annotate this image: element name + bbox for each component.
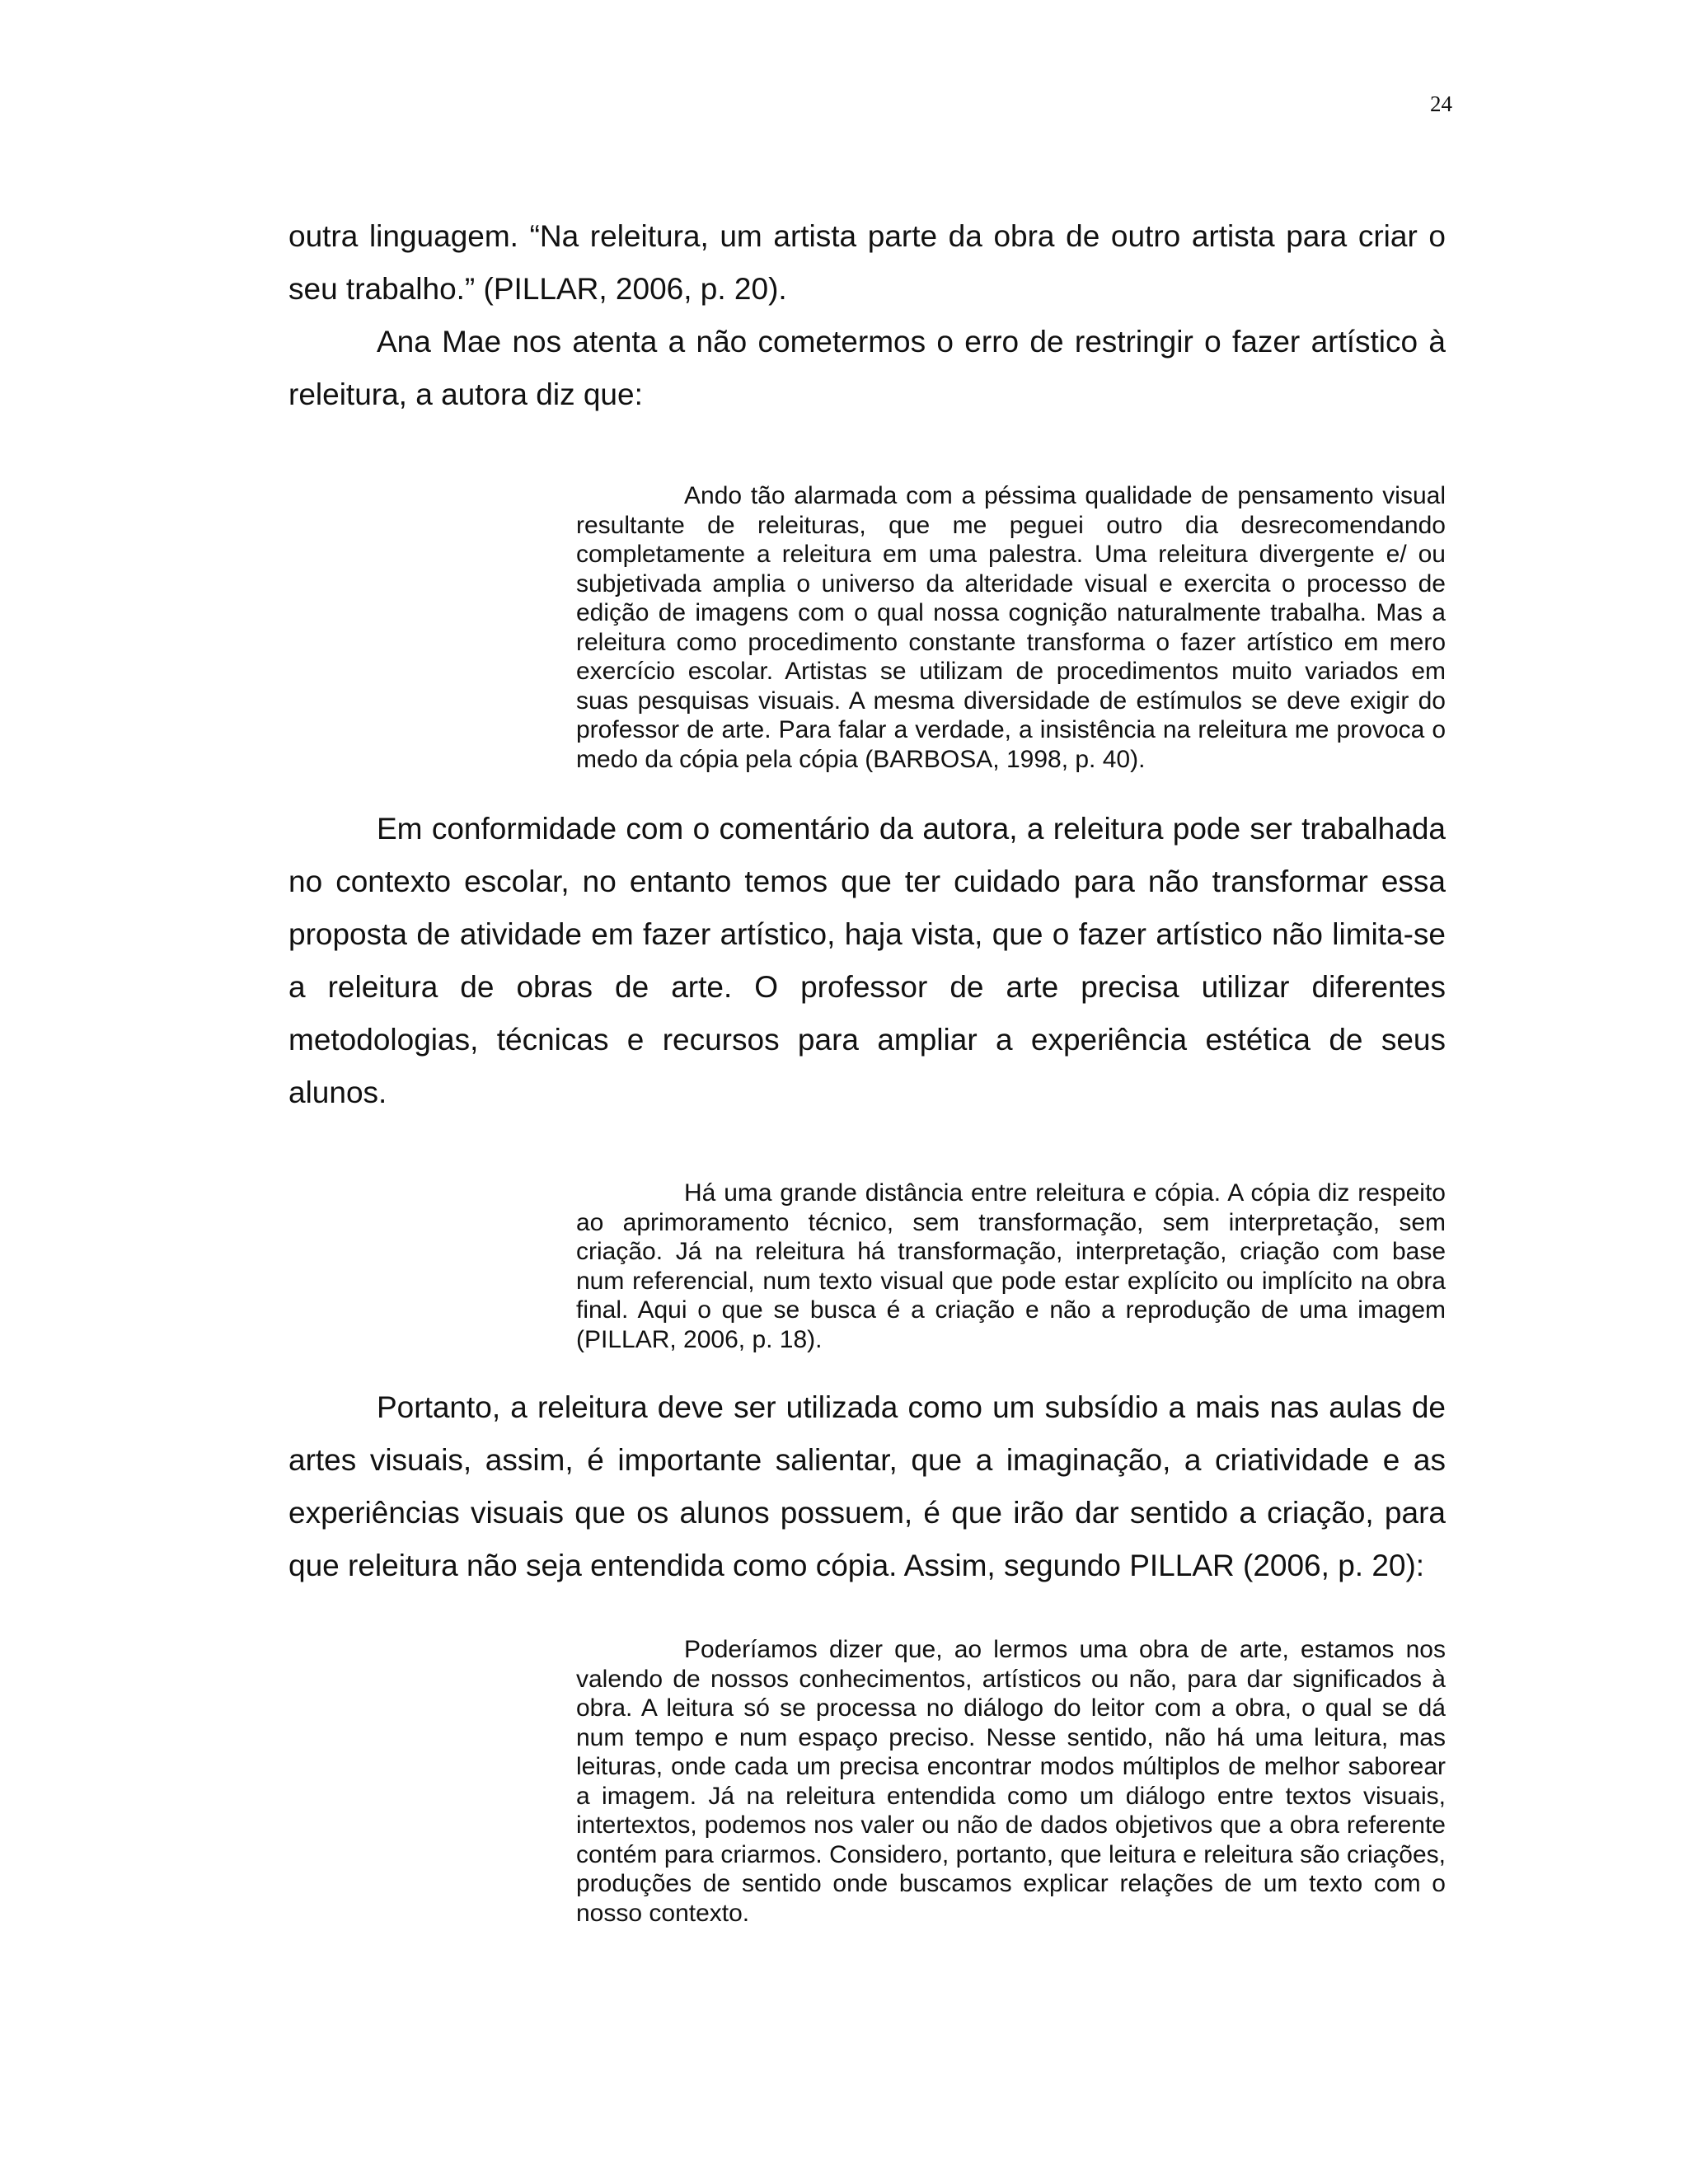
block-quote-pillar-2: Poderíamos dizer que, ao lermos uma obra de arte, estamos nos valendo de nossos conhecimentos, artísticos ou não, para dar significados à obra. A leitura só se processa no diálogo do leitor com a obra, o qual se dá num tempo e num espaço preciso. Nesse sentido, não há uma leitura, mas leituras, onde cada um precisa encontrar modos múltiplos de melhor saborear a imagem. Já na releitura entendida como um diálogo entre textos visuais, intertextos, podemos nos valer ou não de dados objetivos que a obra referente contém para criarmos. Considero, portanto, que leitura e releitura são criações, produções de sentido onde buscamos explicar relações de um texto com o nosso contexto. — [576, 1636, 1446, 1927]
body-paragraphs-middle — [288, 803, 1446, 1119]
block-quote-pillar-1: Há uma grande distância entre releitura e cópia. A cópia diz respeito ao aprimoramento técnico, sem transformação, sem interpretação, sem criação. Já na releitura há transformação, interpretação, criação com base num referencial, num texto visual que pode estar explícito ou implícito na obra final. Aqui o que se busca é a criação e não a reprodução de uma imagem (PILLAR, 2006, p. 18). — [576, 1179, 1446, 1353]
body-paragraph: Ana Mae nos atenta a não cometermos o erro de restringir o fazer artístico à releitura, a autora diz que: — [288, 325, 1446, 411]
body-paragraphs-bottom — [288, 1381, 1446, 1592]
page-number: 24 — [1430, 91, 1452, 116]
body-paragraph-continuation: outra linguagem. “Na releitura, um artista parte da obra de outro artista para criar o seu trabalho.” (PILLAR, 2006, p. 20). — [288, 219, 1446, 306]
block-quote-barbosa: Ando tão alarmada com a péssima qualidade de pensamento visual resultante de releituras, que me peguei outro dia desrecomendando completamente a releitura em uma palestra. Uma releitura divergente e/ ou subjetivada amplia o universo da alteridade visual e exercita o processo de edição de imagens com o qual nossa cognição naturalmente trabalha. Mas a releitura como procedimento constante transforma o fazer artístico em mero exercício escolar. Artistas se utilizam de procedimentos muito variados em suas pesquisas visuais. A mesma diversidade de estímulos se deve exigir do professor de arte. Para falar a verdade, a insistência na releitura me provoca o medo da cópia pela cópia (BARBOSA, 1998, p. 40). — [576, 482, 1446, 773]
body-paragraph: Portanto, a releitura deve ser utilizada como um subsídio a mais nas aulas de artes visuais, assim, é importante salientar, que a imaginação, a criatividade e as experiências visuais que os alunos possuem, é que irão dar sentido a criação, para que releitura não seja entendida como cópia. Assim, segundo PILLAR (2006, p. 20): — [288, 1390, 1446, 1582]
body-paragraph: Em conformidade com o comentário da autora, a releitura pode ser trabalhada no contexto escolar, no entanto temos que ter cuidado para não transformar essa proposta de atividade em fazer artístico, haja vista, que o fazer artístico não limita-se a releitura de obras de arte. O professor de arte precisa utilizar diferentes metodologias, técnicas e recursos para ampliar a experiência estética de seus alunos. — [288, 812, 1446, 1109]
body-paragraphs-top — [288, 210, 1446, 421]
